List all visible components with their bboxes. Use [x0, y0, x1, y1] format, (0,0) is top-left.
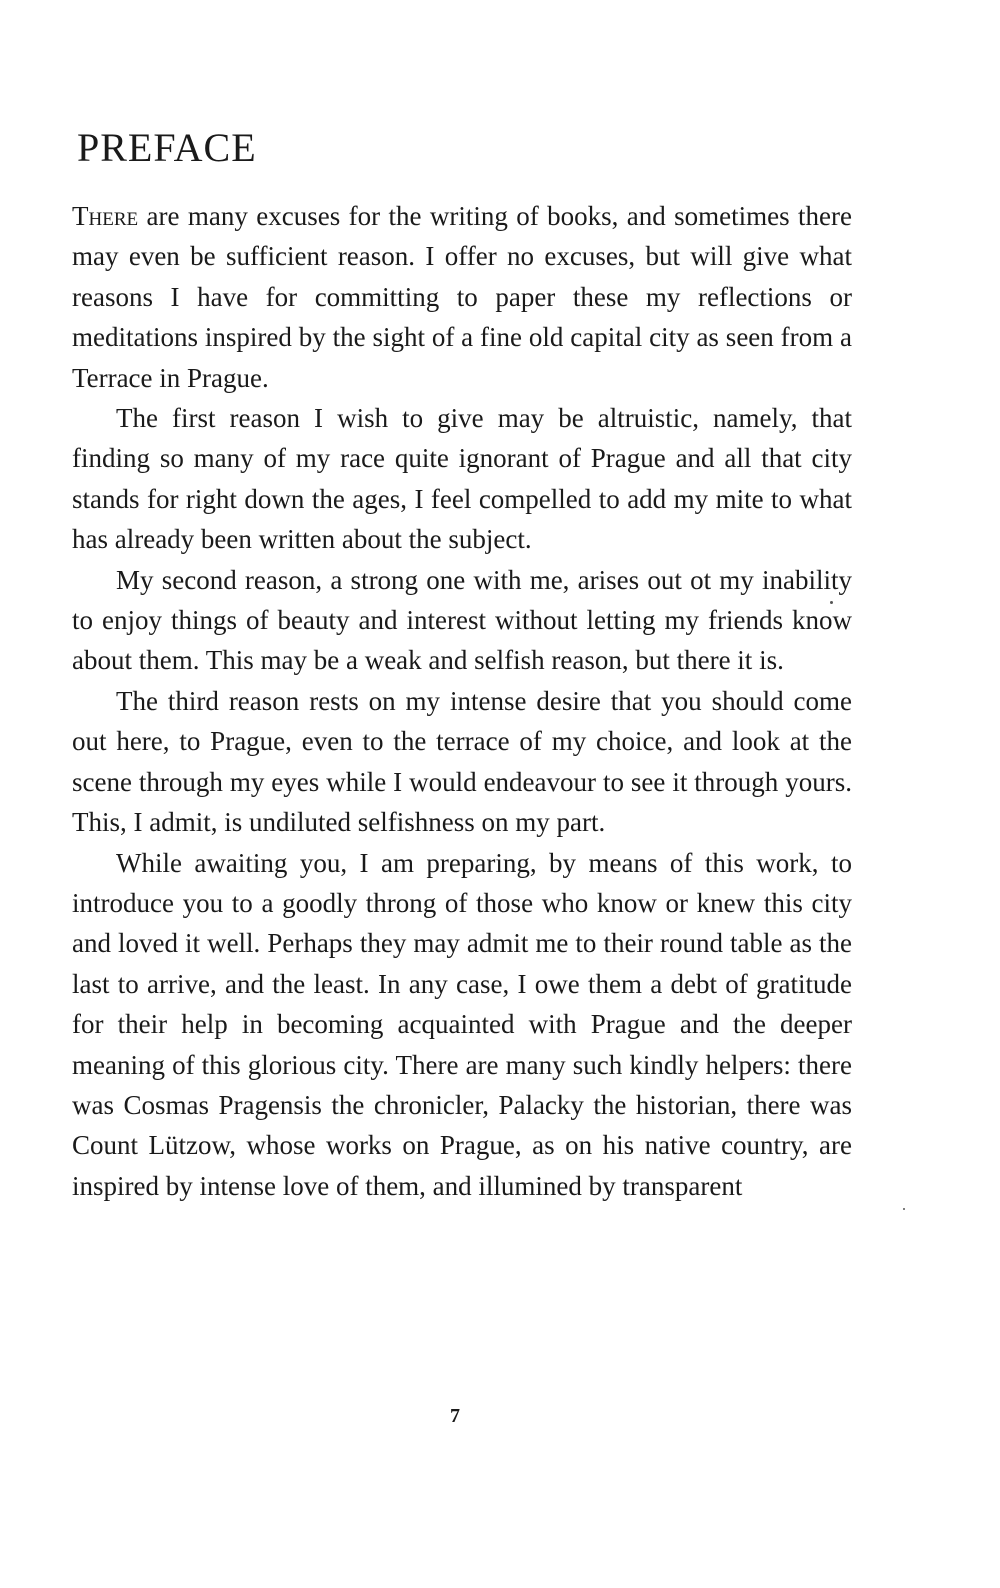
print-speck: [830, 601, 833, 604]
paragraph-3: My second reason, a strong one with me, arises out ot my inability to enjoy things of beauty and interest without letting my friends know about them. This may be a weak and selfish reason, but there it is.: [72, 564, 852, 676]
preface-body: [72, 196, 852, 1206]
page-number: 7: [450, 1405, 460, 1427]
paragraph-1: [72, 196, 852, 398]
opening-word: There: [72, 201, 139, 231]
paragraph-1-text: are many excuses for the writing of books, and sometimes there may even be sufficient reason. I offer no excuses, but will give what reasons I have for committing to paper these my reflections or meditations inspired by the sight of a fine old capital city as seen from a Terrace in Prague.: [72, 201, 852, 393]
paragraph-4: The third reason rests on my intense desire that you should come out here, to Prague, even to the terrace of my choice, and look at the scene through my eyes while I would endeavour to see it through yours. This, I admit, is undiluted selfishness on my part.: [72, 685, 852, 838]
paragraph-2: The first reason I wish to give may be altruistic, namely, that finding so many of my race quite ignorant of Prague and all that city stands for right down the ages, I feel compelled to add my mite to what has already been written about the subject.: [72, 403, 852, 555]
paragraph-5: While awaiting you, I am preparing, by means of this work, to introduce you to a goodly throng of those who know or knew this city and loved it well. Perhaps they may admit me to their round table as the last to arrive, and the least. In any case, I owe them a debt of gratitude for their help in becoming acquainted with Prague and the deeper meaning of this glorious city. There are many such kindly helpers: there was Cosmas Pragensis the chronicler, Palacky the historian, there was Count Lützow, whose works on Prague, as on his native country, are inspired by intense love of them, and illumined by transparent: [72, 847, 852, 1201]
print-speck: [903, 1208, 905, 1210]
page-heading: PREFACE: [77, 125, 257, 170]
